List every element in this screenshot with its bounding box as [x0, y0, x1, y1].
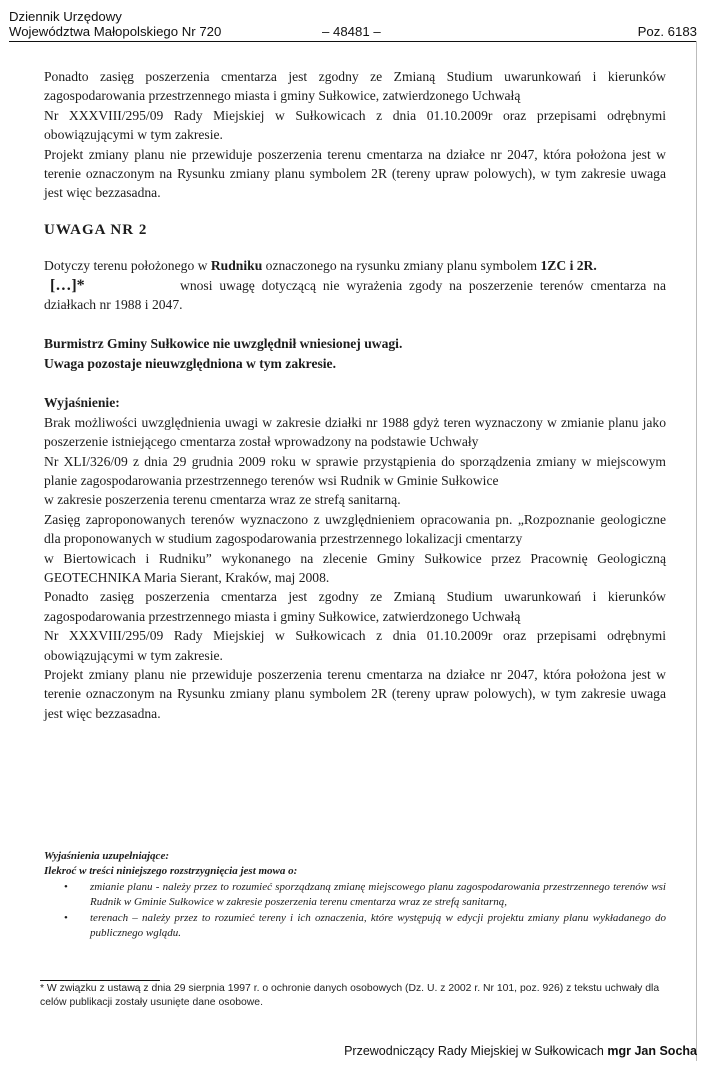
header-divider: [9, 41, 697, 42]
explanation-paragraph-8: Projekt zmiany planu nie przewiduje poszerzenia terenu cmentarza na działce nr 2047, która położona jest w terenie oznaczonym na Rysunku zmiany planu symbolem 2R (tereny upraw polowych), w tym zakresie uwaga jest więc bezzasadna.: [44, 666, 666, 721]
page-number: – 48481 –: [322, 24, 381, 39]
footnote-divider: [40, 980, 160, 981]
explanation-paragraph-2: Nr XLI/326/09 z dnia 29 grudnia 2009 roku w sprawie przystąpienia do sporządzenia zmiany w miejscowym planie zagospodarowania przestrzennego terenów wsi Rudnik w Gminie Sułkowice: [44, 453, 666, 488]
explanation-paragraph-4: Zasięg zaproponowanych terenów wyznaczono z uwzględnieniem opracowania pn. „Rozpoznanie geologiczne dla proponowanych w studium zagospodarowania przestrzennego lokalizacji cmentarzy: [44, 511, 666, 547]
explanation-paragraph-5: w Biertowicach i Rudniku” wykonanego na zlecenie Gminy Sułkowice przez Pracownię Geologiczną GEOTECHNIKA Maria Sierant, Kraków, maj 2008.: [44, 550, 666, 585]
bullet-icon: •: [64, 912, 68, 924]
explanation-heading: Wyjaśnienie:: [44, 395, 120, 411]
note-text: zmianie planu - należy przez to rozumieć sporządzaną zmianę miejscowego planu zagospodarowania przestrzennego terenów wsi Rudnik w Gminie Sułkowice w zakresie poszerzenia terenu cmentarza wraz ze strefą sanitarną,: [90, 881, 666, 908]
list-item: [64, 911, 666, 940]
signature-name: mgr Jan Socha: [607, 1044, 697, 1058]
signature: [344, 1044, 697, 1058]
page-header: [9, 9, 697, 40]
decision-line-1: Burmistrz Gminy Sułkowice nie uwzględnił wniesionej uwagi.: [44, 336, 403, 352]
footnote: * W związku z ustawą z dnia 29 sierpnia 1997 r. o ochronie danych osobowych (Dz. U. z 2002 r. Nr 101, poz. 926) z tekstu uchwały dla celów publikacji zostały usunięte dane osobowe.: [40, 983, 660, 1008]
section-heading: UWAGA NR 2: [44, 221, 148, 238]
list-item: [64, 880, 666, 909]
notes-list: [44, 880, 666, 940]
intro-paragraph-3: Projekt zmiany planu nie przewiduje poszerzenia terenu cmentarza na działce nr 2047, która położona jest w terenie oznaczonym na Rysunku zmiany planu symbolem 2R (tereny upraw polowych), w tym zakresie uwaga jest więc bezzasadna.: [44, 146, 666, 201]
notes-intro: Ilekroć w treści niniejszego rozstrzygnięcia jest mowa o:: [44, 864, 298, 877]
intro-paragraph-2: Nr XXXVIII/295/09 Rady Miejskiej w Sułkowicach z dnia 01.10.2009r oraz przepisami odrębnymi obowiązującymi w tym zakresie.: [44, 107, 666, 143]
journal-title: Dziennik Urzędowy: [9, 9, 122, 24]
document-body: [44, 67, 666, 723]
explanation-paragraph-7: Nr XXXVIII/295/09 Rady Miejskiej w Sułkowicach z dnia 01.10.2009r oraz przepisami odrębnymi obowiązującymi w tym zakresie.: [44, 628, 666, 663]
uwaga-subject-pre: Dotyczy terenu położonego w: [44, 258, 211, 274]
uwaga-request: [44, 276, 666, 315]
bullet-icon: •: [64, 881, 68, 893]
page-edge-line: [696, 41, 697, 1061]
explanation-paragraph-6: Ponadto zasięg poszerzenia cmentarza jest zgodny ze Zmianą Studium uwarunkowań i kierunków zagospodarowania przestrzennego miasta i gminy Sułkowice, zatwierdzonego Uchwałą: [44, 589, 666, 624]
uwaga-symbols: 1ZC i 2R.: [540, 258, 597, 274]
header-row: [9, 24, 697, 40]
position-number: Poz. 6183: [637, 24, 697, 39]
explanation-paragraph-1: Brak możliwości uwzględnienia uwagi w zakresie działki nr 1988 gdyż teren wyznaczony w zmianie planu jako poszerzenie istniejącego cmentarza został wprowadzony na podstawie Uchwały: [44, 414, 666, 450]
redacted-marker: […]*: [50, 276, 85, 294]
explanation-paragraph-3: w zakresie poszerzenia terenu cmentarza wraz ze strefą sanitarną.: [44, 492, 401, 508]
supplementary-notes: [44, 849, 666, 942]
decision-line-2: Uwaga pozostaje nieuwzględniona w tym zakresie.: [44, 355, 336, 371]
intro-paragraph-1: Ponadto zasięg poszerzenia cmentarza jest zgodny ze Zmianą Studium uwarunkowań i kierunków zagospodarowania przestrzennego miasta i gminy Sułkowice, zatwierdzonego Uchwałą: [44, 69, 666, 104]
uwaga-subject: [44, 256, 666, 275]
voivodeship-label: Województwa Małopolskiego Nr 720: [9, 24, 222, 39]
notes-title: Wyjaśnienia uzupełniające:: [44, 850, 169, 862]
signature-role: Przewodniczący Rady Miejskiej w Sułkowicach: [344, 1044, 604, 1058]
uwaga-subject-post: oznaczonego na rysunku zmiany planu symbolem: [262, 258, 541, 274]
uwaga-request-text: wnosi uwagę dotyczącą nie wyrażenia zgody na poszerzenie terenów cmentarza na działkach nr 1988 i 2047.: [44, 277, 666, 313]
note-text: terenach – należy przez to rozumieć tereny i ich oznaczenia, które występują w edycji projektu zmiany planu wykładanego do publicznego wglądu.: [90, 912, 666, 939]
uwaga-place: Rudniku: [210, 258, 263, 274]
